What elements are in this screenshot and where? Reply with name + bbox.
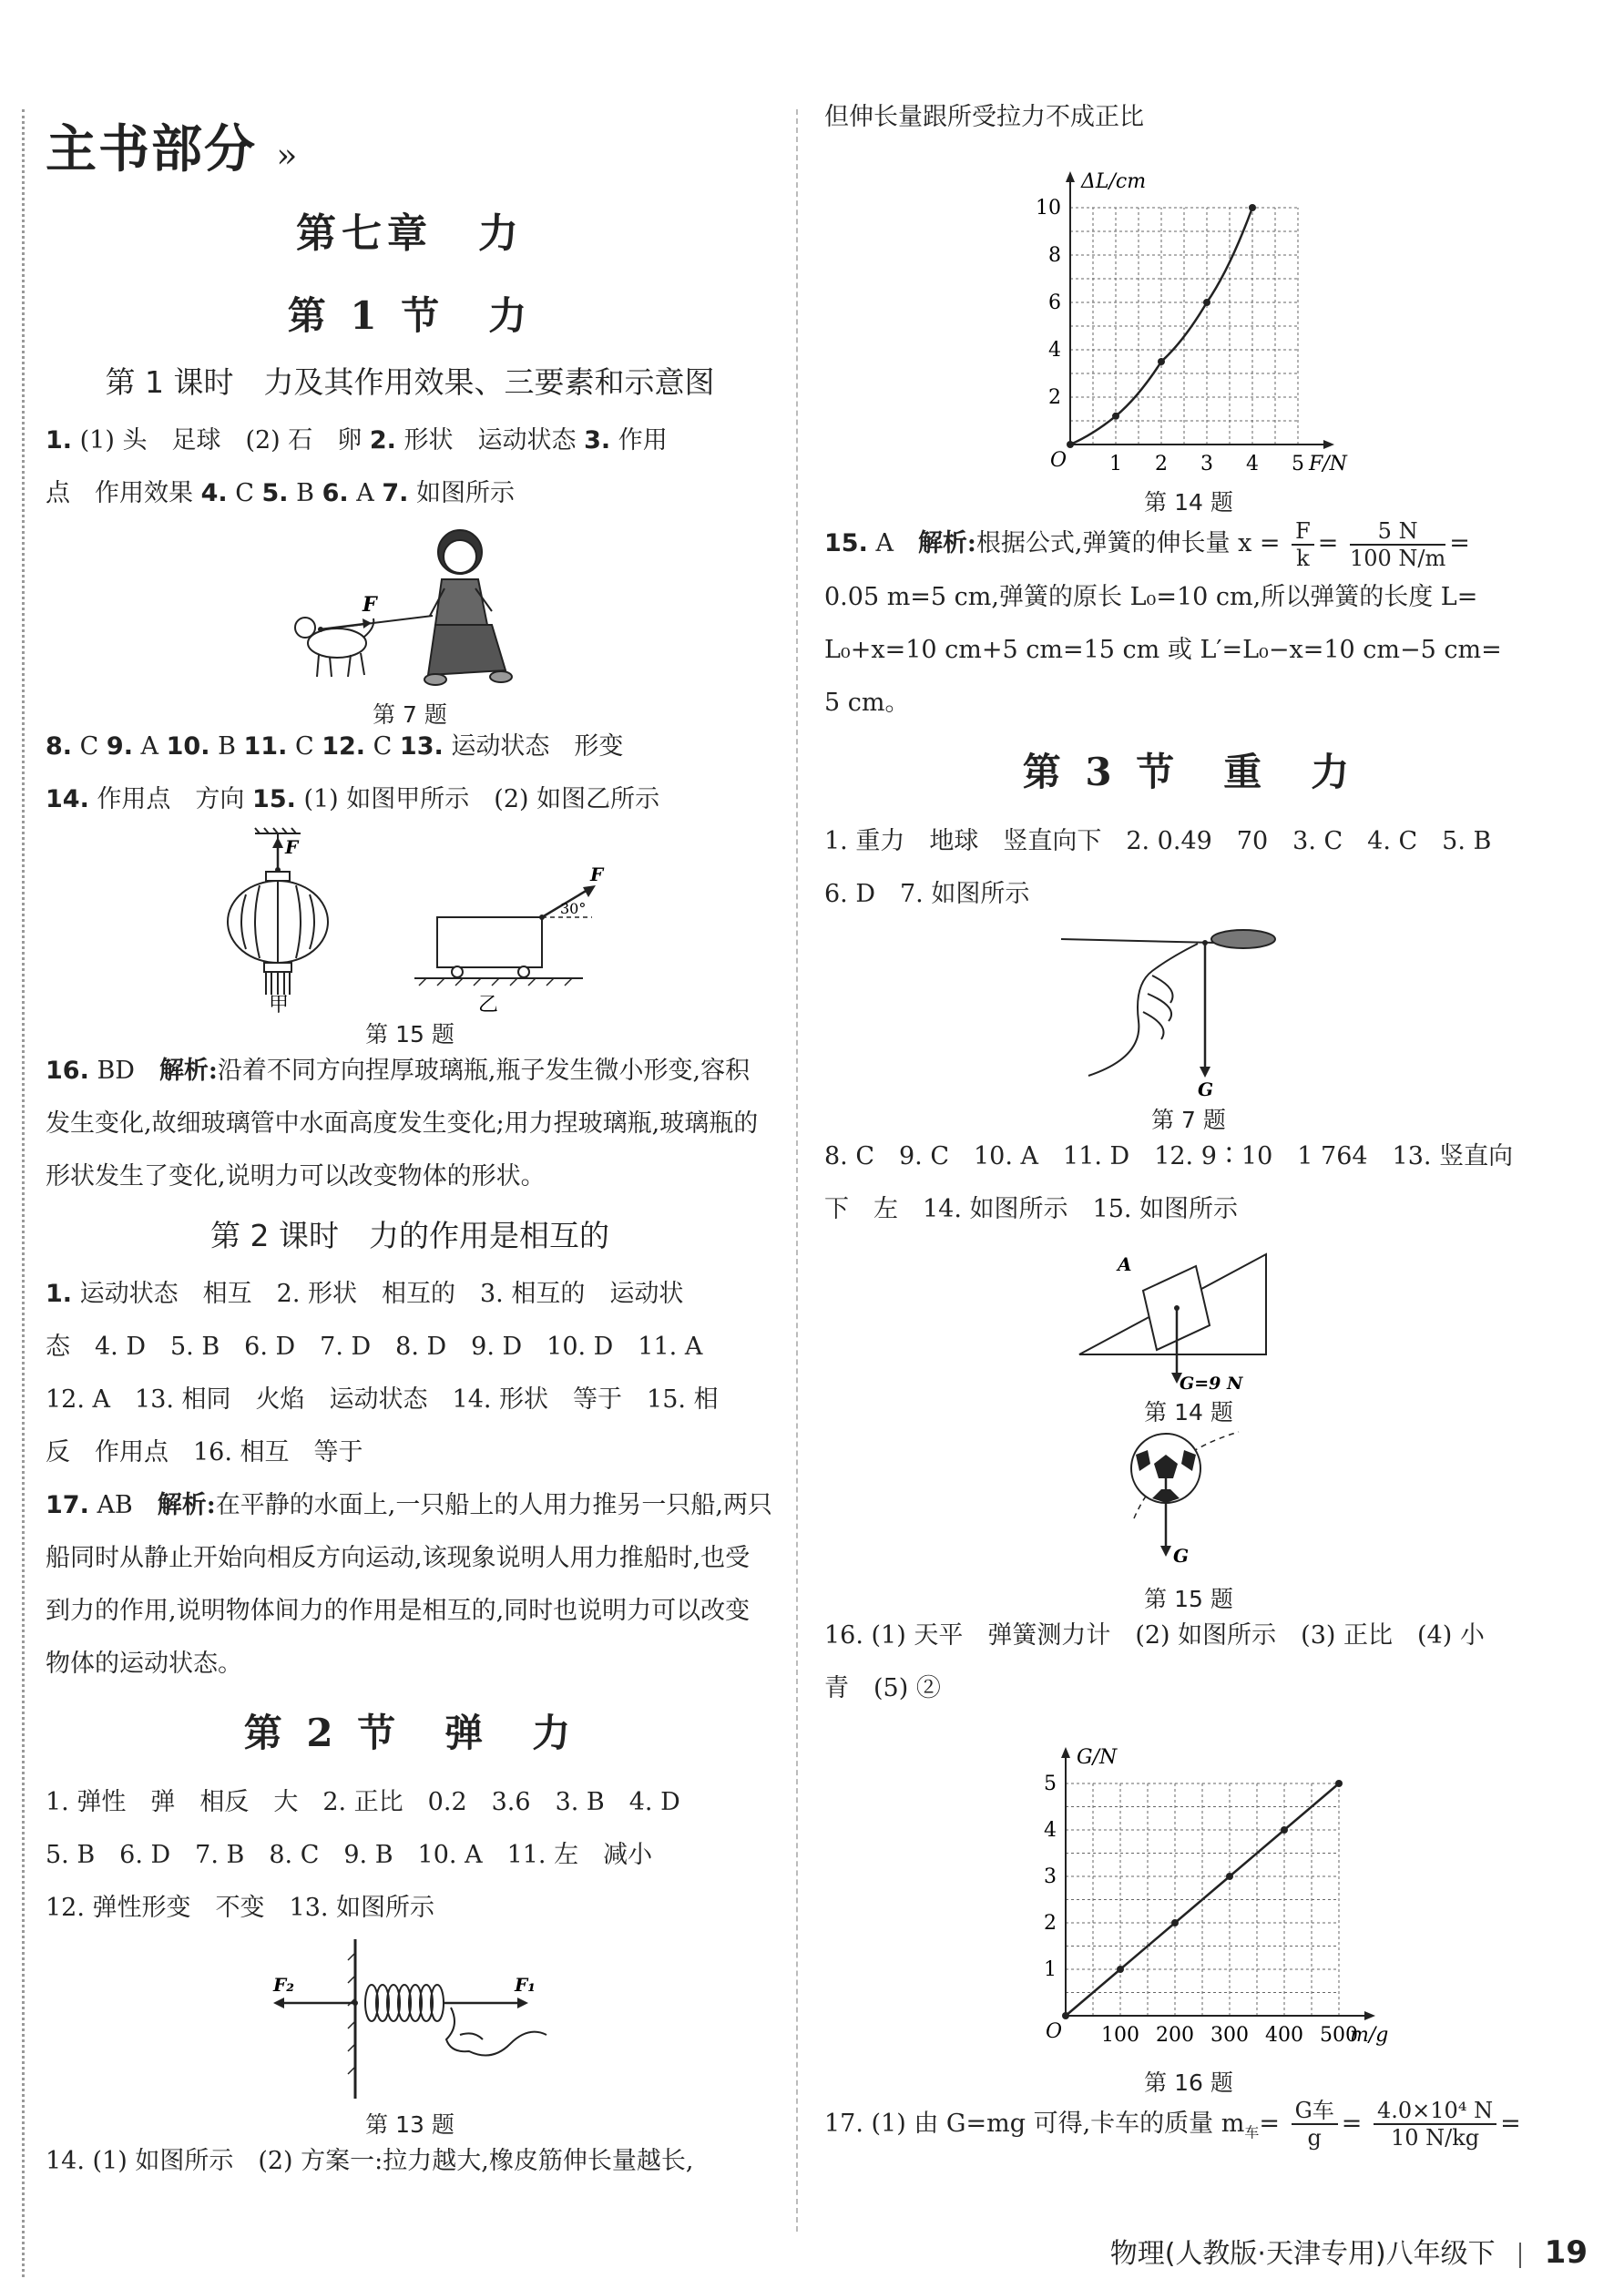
y-axis-label: ΔL/cm xyxy=(1081,170,1147,193)
answer-line: 1. 重力 地球 竖直向下 2. 0.49 70 3. C 4. C 5. B xyxy=(824,826,1492,855)
chart-caption: 第 14 题 xyxy=(1144,489,1233,516)
figure-caption: 第 13 题 xyxy=(365,2111,455,2138)
q17-answer: 17. (1) 由 G=mg 可得,卡车的质量 $m_车=$ $\frac{\text{G车}}{g}$ = $\frac{\text{4.0×10⁴ N}}{10 N/kg}$ = xyxy=(824,2098,1521,2151)
answer-line: 点 作用效果 4. C 5. B 6. A 7. 如图所示 xyxy=(46,479,515,507)
answer-line: 5. B 6. D 7. B 8. C 9. B 10. A 11. 左 减小 xyxy=(46,1841,653,1869)
data-point xyxy=(1067,441,1074,448)
girl-dog-illustration xyxy=(273,520,546,693)
y-axis-label: G/N xyxy=(1077,1745,1118,1769)
dog-icon xyxy=(295,618,373,677)
data-point xyxy=(1335,1780,1343,1787)
svg-text:乙: 乙 xyxy=(478,994,499,1017)
section-3-title: 第 3 节 重 力 xyxy=(1022,749,1355,794)
lesson-2-title: 第 2 课时 力的作用是相互的 xyxy=(210,1218,609,1253)
figure-caption: 第 7 题 xyxy=(373,701,447,728)
y-tick-label: 10 xyxy=(1036,197,1061,220)
figure-caption: 第 15 题 xyxy=(1144,1585,1233,1612)
part-title-text: 主书部分 xyxy=(46,119,257,179)
answer-line: 8. C 9. C 10. A 11. D 12. 9∶10 1 764 13. 竖直向 xyxy=(824,1141,1514,1170)
spoon-icon xyxy=(1061,930,1275,948)
data-point xyxy=(1117,1966,1124,1973)
book-title: 物理(人教版·天津专用)八年级下 xyxy=(1109,2238,1496,2270)
answer-line: 12. 弹性形变 不变 13. 如图所示 xyxy=(46,1894,435,1922)
chapter-title: 第七章 力 xyxy=(296,210,524,257)
data-point xyxy=(1203,299,1210,306)
x-axis-label: m/g xyxy=(1350,2023,1389,2047)
chart-14 xyxy=(1016,144,1362,517)
answer-line: 下 左 14. 如图所示 15. 如图所示 xyxy=(824,1194,1239,1223)
answer-line: 14. (1) 如图所示 (2) 方案一:拉力越大,橡皮筋伸长量越长, xyxy=(46,2147,694,2175)
svg-text:G: G xyxy=(1173,1544,1190,1567)
data-point xyxy=(1249,204,1256,211)
answer-line: 但伸长量跟所受拉力不成正比 xyxy=(824,103,1144,131)
figure-7-spoon xyxy=(1052,921,1325,1133)
origin-label: O xyxy=(1050,449,1067,472)
figure-15-lantern-cart xyxy=(219,826,604,1047)
x-axis-label: F/N xyxy=(1309,453,1347,475)
fraction: $\frac{\text{G车}}{g}$ xyxy=(1292,2098,1338,2151)
x-axis-arrow xyxy=(1323,440,1334,449)
x-tick-label: 1 xyxy=(1109,453,1122,475)
hand-icon xyxy=(446,2008,546,2056)
origin-label: O xyxy=(1046,2019,1063,2043)
answer-line: 青 (5) ② xyxy=(824,1673,941,1702)
y-tick-label: 6 xyxy=(1048,291,1061,314)
chart-16 xyxy=(997,1715,1389,2098)
y-tick-label: 8 xyxy=(1048,244,1061,267)
part-title xyxy=(46,109,774,182)
svg-text:F: F xyxy=(590,863,604,885)
y-tick-label: 2 xyxy=(1044,1911,1057,1935)
lesson-1-title: 第 1 课时 力及其作用效果、三要素和示意图 xyxy=(105,364,715,400)
answer-line: 16. (1) 天平 弹簧测力计 (2) 如图所示 (3) 正比 (4) 小 xyxy=(824,1620,1485,1650)
x-tick-label: 5 xyxy=(1292,453,1304,475)
data-point xyxy=(1281,1826,1288,1834)
y-tick-label: 5 xyxy=(1044,1772,1057,1795)
spring-icon xyxy=(365,1985,444,2021)
answer-line: 8. C 9. A 10. B 11. C 12. C 13. 运动状态 形变 xyxy=(46,732,624,761)
answer-line: 5 cm。 xyxy=(824,688,910,717)
page-footer xyxy=(1110,2231,1588,2271)
x-tick-label: 3 xyxy=(1200,453,1213,475)
answer-line: 态 4. D 5. B 6. D 7. D 8. D 9. D 10. D 11. A xyxy=(46,1333,703,1361)
section-1-title: 第 1 节 力 xyxy=(287,293,533,338)
x-tick-label: 500 xyxy=(1320,2023,1358,2047)
margin-dotted-line xyxy=(22,109,25,2277)
answer-line: 14. 作用点 方向 15. (1) 如图甲所示 (2) 如图乙所示 xyxy=(46,785,660,813)
svg-text:30°: 30° xyxy=(560,900,587,917)
girl-icon xyxy=(424,530,512,685)
svg-text:A: A xyxy=(1118,1252,1132,1275)
x-axis-arrow xyxy=(1364,2011,1375,2020)
hand-icon xyxy=(1088,944,1198,1076)
q16-explanation: 16. BD 解析:沿着不同方向捏厚玻璃瓶,瓶子发生微小形变,容积发生变化,故细玻璃管中水面高度发生变化;用力捏玻璃瓶,玻璃瓶的形状发生了变化,说明力可以改变物体的形状。 xyxy=(46,1057,759,1190)
left-column xyxy=(46,109,774,2188)
answer-line: 反 作用点 16. 相互 等于 xyxy=(46,1438,363,1466)
data-point xyxy=(1062,2012,1069,2019)
y-tick-label: 4 xyxy=(1044,1818,1057,1842)
svg-text:甲: 甲 xyxy=(269,994,290,1017)
figure-13-spring xyxy=(255,1935,565,2138)
y-tick-label: 4 xyxy=(1048,339,1061,362)
x-tick-label: 400 xyxy=(1265,2023,1303,2047)
column-divider xyxy=(796,109,798,2232)
svg-text:F: F xyxy=(363,593,377,617)
y-axis-arrow xyxy=(1066,171,1075,182)
fraction: $\frac{F}{k}$ xyxy=(1292,518,1314,571)
data-point xyxy=(1112,413,1119,420)
answer-line: 1. 运动状态 相互 2. 形状 相互的 3. 相互的 运动状 xyxy=(46,1280,684,1308)
cart-icon xyxy=(414,917,583,978)
data-point xyxy=(1158,358,1165,365)
figure-caption: 第 14 题 xyxy=(1144,1398,1233,1426)
x-tick-label: 100 xyxy=(1101,2023,1139,2047)
answer-line: 1. 弹性 弹 相反 大 2. 正比 0.2 3.6 3. B 4. D xyxy=(46,1788,680,1816)
figure-14-incline xyxy=(1070,1236,1307,1426)
svg-text:G: G xyxy=(1198,1078,1214,1100)
answer-line: 6. D 7. 如图所示 xyxy=(824,879,1030,908)
figure-7-girl-dog xyxy=(273,520,546,728)
y-axis-arrow xyxy=(1061,1747,1070,1758)
y-tick-label: 2 xyxy=(1048,386,1061,409)
answer-line: 0.05 m=5 cm,弹簧的原长 L₀=10 cm,所以弹簧的长度 L= xyxy=(824,582,1478,611)
svg-text:F₁: F₁ xyxy=(515,1974,536,1996)
figure-15-ball xyxy=(1079,1418,1298,1612)
x-tick-label: 300 xyxy=(1210,2023,1249,2047)
svg-text:F: F xyxy=(285,836,299,858)
chart-caption: 第 16 题 xyxy=(1144,2069,1233,2096)
x-tick-label: 200 xyxy=(1156,2023,1194,2047)
figure-caption: 第 15 题 xyxy=(365,1021,455,1047)
answer-line: 12. A 13. 相同 火焰 运动状态 14. 形状 等于 15. 相 xyxy=(46,1385,719,1414)
y-tick-label: 1 xyxy=(1044,1957,1057,1981)
data-point xyxy=(1171,1919,1179,1926)
answer-line: L₀+x=10 cm+5 cm=15 cm 或 L′=L₀−x=10 cm−5 cm= xyxy=(824,635,1502,664)
q15-explanation: 15. A 解析:根据公式,弹簧的伸长量 x = $\frac{F}{k}$ = $\frac{5 N}{100 N/m}$ = xyxy=(824,517,1470,571)
chart-16-svg xyxy=(997,1715,1389,2061)
q17-explanation: 17. AB 解析:在平静的水面上,一只船上的人用力推另一只船,两只船同时从静止开始向相反方向运动,该现象说明人用力推船时,也受到力的作用,说明物体间力的作用是相互的,同时也说明力可以改变物体的运动状态。 xyxy=(46,1491,772,1678)
y-tick-label: 3 xyxy=(1044,1865,1057,1888)
fraction: $\frac{\text{4.0×10⁴ N}}{10 N/kg}$ xyxy=(1374,2098,1496,2151)
figure-caption: 第 7 题 xyxy=(1151,1106,1226,1133)
svg-text:F₂: F₂ xyxy=(273,1974,294,1996)
chevron-right-icon: ›› xyxy=(276,138,292,175)
data-point xyxy=(1226,1873,1233,1880)
svg-text:G=9 N: G=9 N xyxy=(1180,1373,1243,1394)
fraction: $\frac{5 N}{100 N/m}$ xyxy=(1349,517,1446,571)
answer-line: 1. (1) 头 足球 (2) 石 卵 2. 形状 运动状态 3. 作用 xyxy=(46,426,668,455)
chart-14-svg xyxy=(1016,144,1362,481)
right-column xyxy=(824,103,1553,2159)
x-tick-label: 4 xyxy=(1246,453,1259,475)
section-2-title: 第 2 节 弹 力 xyxy=(243,1711,577,1755)
x-tick-label: 2 xyxy=(1155,453,1168,475)
page-number: 19 xyxy=(1544,2234,1588,2271)
